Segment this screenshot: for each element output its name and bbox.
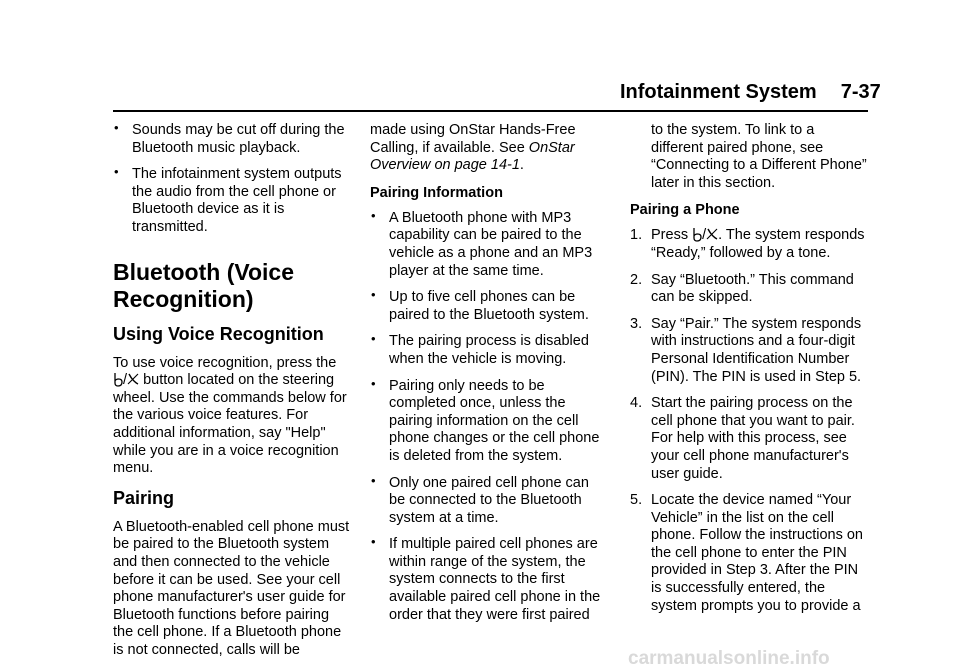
step-number: 2. xyxy=(630,271,643,288)
onstar-cross-reference[interactable]: OnStar Overview on page 14-1 xyxy=(370,139,575,174)
step-number: 4. xyxy=(630,395,643,412)
step-text: Locate the device named “Your Vehicle” in the list on the cell phone. Follow the instructions on the cell phone to enter the PIN provided in Step 3. After the PIN is successfully entered, the system prompts you to provide a xyxy=(651,492,863,614)
pairing-paragraph: A Bluetooth-enabled cell phone must be paired to the Bluetooth system and then connected to the vehicle before it can be used. See your cell phone manufacturer's user guide for Bluetooth functions before pairing the cell phone. If a Bluetooth phone is not connected, calls will be xyxy=(113,518,350,658)
continued-text: made using OnStar Hands-Free Calling, if available. See xyxy=(370,122,576,156)
voice-intro-paragraph xyxy=(113,355,350,478)
step-item xyxy=(630,492,868,615)
continued-paragraph: to the system. To link to a different paired phone, see “Connecting to a Different Phone” later in this section. xyxy=(651,122,867,191)
step-text: Start the pairing process on the cell phone that you want to pair. For help with this process, see your cell phone manufacturer's user guide. xyxy=(651,395,855,482)
watermark: carmanualsonline.info xyxy=(628,648,830,669)
push-to-talk-icon xyxy=(692,227,702,242)
page-number: 7-37 xyxy=(840,81,881,103)
column-3 xyxy=(630,122,868,624)
bullet-item: • If multiple paired cell phones are within range of the system, the system connects to the first available paired cell phone in the order that they were first paired xyxy=(370,536,608,624)
bullet-item: • Sounds may be cut off during the Bluetooth music playback. xyxy=(113,122,350,157)
bullet-item: • The pairing process is disabled when the vehicle is moving. xyxy=(370,333,608,368)
bullet-item: • Only one paired cell phone can be connected to the Bluetooth system at a time. xyxy=(370,475,608,528)
step-item xyxy=(630,316,868,386)
step-item xyxy=(630,395,868,483)
end-call-mute-icon xyxy=(127,372,139,387)
subheading-voice-recognition: Using Voice Recognition xyxy=(113,323,324,344)
continued-text-end: . xyxy=(519,157,524,174)
subheading-pairing-a-phone: Pairing a Phone xyxy=(630,202,740,219)
step-item xyxy=(630,272,868,307)
icon-separator: / xyxy=(702,227,707,244)
step-number: 5. xyxy=(630,492,643,509)
icon-separator: / xyxy=(123,372,128,389)
subheading-pairing-information: Pairing Information xyxy=(370,184,503,201)
step-item xyxy=(630,227,868,262)
bullet-item: • The infotainment system outputs the audio from the cell phone or Bluetooth device as it is transmitted. xyxy=(113,166,350,236)
continued-paragraph xyxy=(370,122,608,175)
step-text-before: Press xyxy=(651,227,689,244)
push-to-talk-icon xyxy=(113,372,123,387)
step-text: Say “Bluetooth.” This command can be skipped. xyxy=(651,271,854,306)
header-rule xyxy=(113,110,868,112)
voice-intro-before: To use voice recognition, press the xyxy=(113,354,337,371)
end-call-mute-icon xyxy=(706,227,718,242)
section-heading: Bluetooth (Voice Recognition) xyxy=(113,258,295,312)
running-header xyxy=(620,81,881,104)
column-1 xyxy=(113,122,350,668)
voice-intro-after: button located on the steering wheel. Use the commands below for the various voice features. For additional information, say "Help" while you are in a voice recognition menu. xyxy=(113,372,347,477)
step-number: 1. xyxy=(630,227,643,244)
step-number: 3. xyxy=(630,315,643,332)
bullet-item: • A Bluetooth phone with MP3 capability can be paired to the vehicle as a phone and an MP3 player at the same time. xyxy=(370,210,608,280)
bullet-item: • Up to five cell phones can be paired to the Bluetooth system. xyxy=(370,289,608,324)
step-text-after: . The system responds “Ready,” followed by a tone. xyxy=(651,227,865,261)
step-text: Say “Pair.” The system responds with instructions and a four-digit Personal Identification Number (PIN). The PIN is used in Step 5. xyxy=(651,315,862,385)
column-2 xyxy=(370,122,608,633)
subheading-pairing: Pairing xyxy=(113,487,175,508)
bullet-item: • Pairing only needs to be completed once, unless the pairing information on the cell phone changes or the cell phone is deleted from the system. xyxy=(370,378,608,466)
section-title: Infotainment System xyxy=(620,81,817,103)
